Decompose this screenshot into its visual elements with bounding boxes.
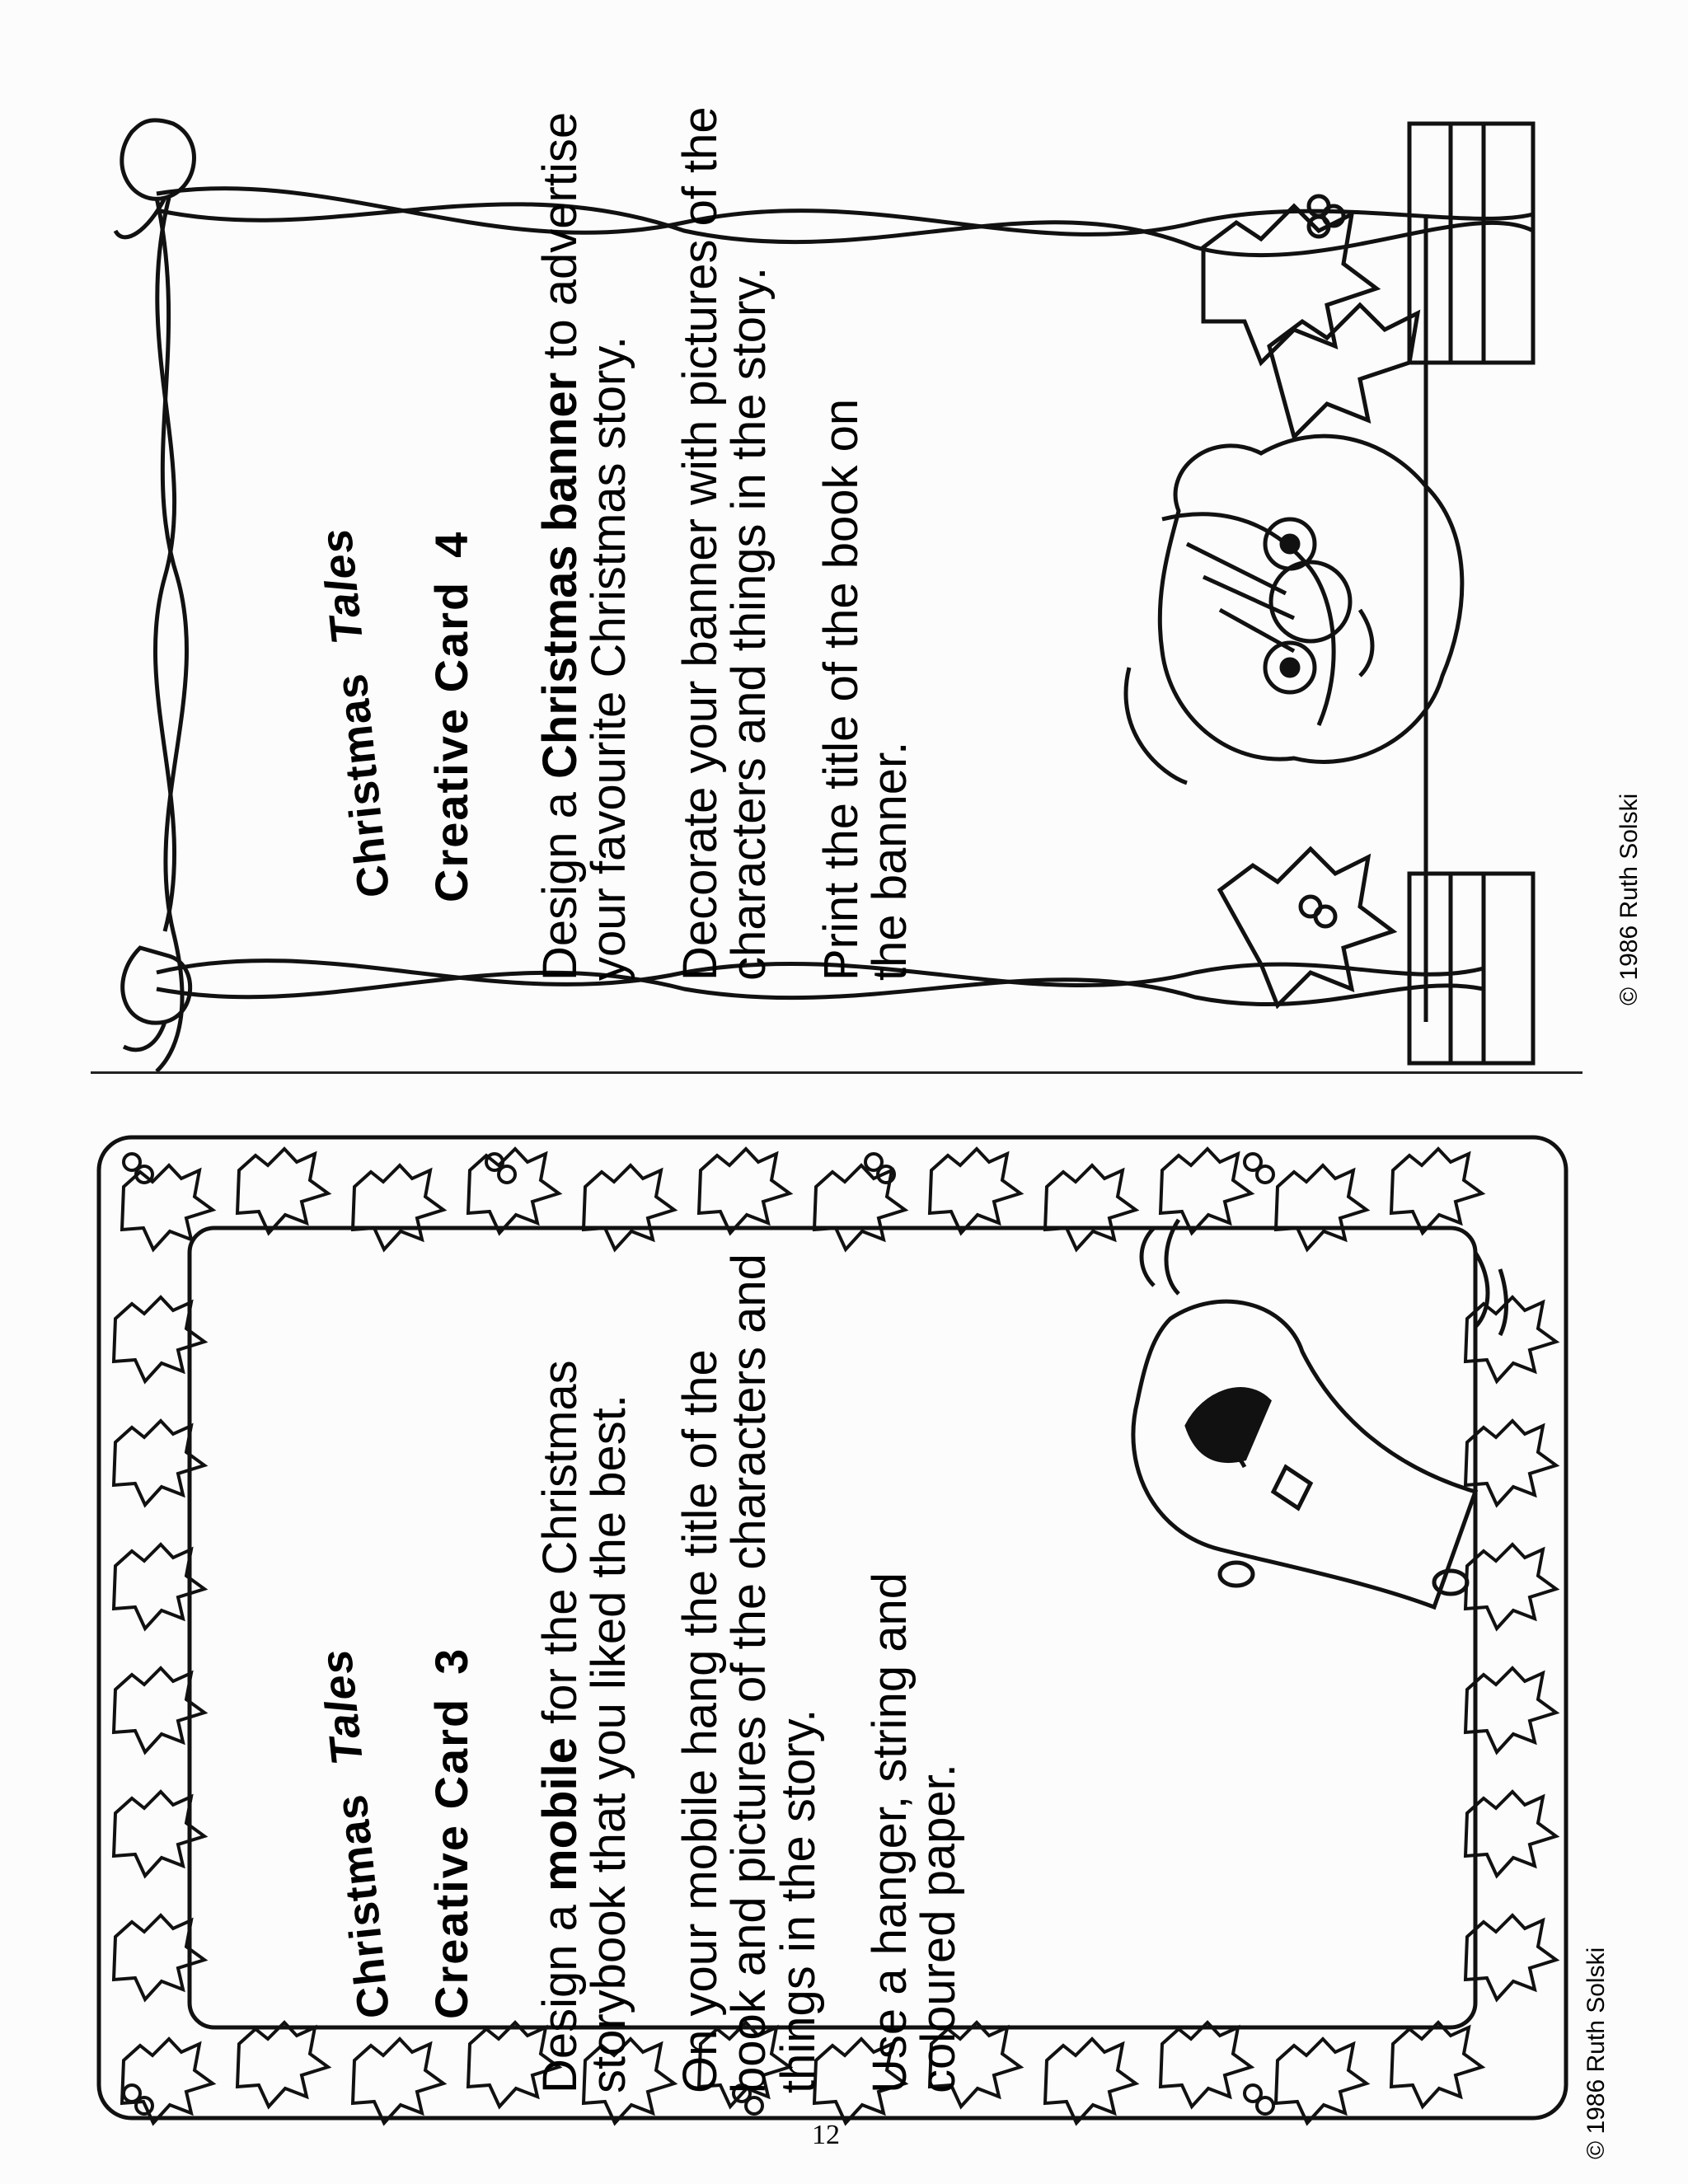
series-title-word-2: Tales — [311, 525, 373, 647]
card-heading-label: Creative Card — [425, 1697, 477, 2019]
instruction-paragraph-3: Use a hanger, string and coloured paper. — [862, 1572, 965, 2093]
card-heading — [424, 531, 478, 902]
instruction-paragraph-1 — [533, 49, 636, 981]
text: for the Christmas storybook that you liked the best. — [533, 1360, 636, 2093]
christmas-bell-icon — [1121, 1220, 1500, 1648]
santa-face-icon — [1113, 404, 1525, 816]
card-heading-label: Creative Card — [425, 580, 477, 902]
series-title-word-1: Christmas — [326, 1792, 400, 2021]
instruction-paragraph-2: On your mobile hang the title of the book and pictures of the characters and things in the story. — [673, 1254, 825, 2093]
copyright-notice: © 1986 Ruth Solski — [1615, 793, 1643, 1005]
card-number: 3 — [425, 1647, 477, 1675]
instruction-paragraph-2: Decorate your banner with pictures of the characters and things in the story. — [673, 106, 776, 981]
card-number: 4 — [425, 530, 477, 558]
emphasis-text: mobile — [533, 1737, 587, 1891]
text: to advertise your favourite Christmas story. — [533, 111, 636, 981]
creative-card-4 — [0, 0, 1688, 1071]
creative-card-3 — [0, 1071, 1688, 2184]
text: Design a — [533, 778, 587, 981]
text: Design a — [533, 1891, 587, 2093]
emphasis-text: Christmas banner — [533, 372, 587, 779]
copyright-notice: © 1986 Ruth Solski — [1582, 1947, 1610, 2159]
card-heading — [424, 1647, 478, 2019]
instruction-paragraph-1 — [533, 1269, 636, 2093]
series-title-word-2: Tales — [311, 1646, 373, 1768]
series-title-word-1: Christmas — [326, 671, 400, 900]
instruction-paragraph-3: Print the title of the book on the banner. — [814, 398, 917, 981]
page-number: 12 — [812, 2120, 840, 2150]
